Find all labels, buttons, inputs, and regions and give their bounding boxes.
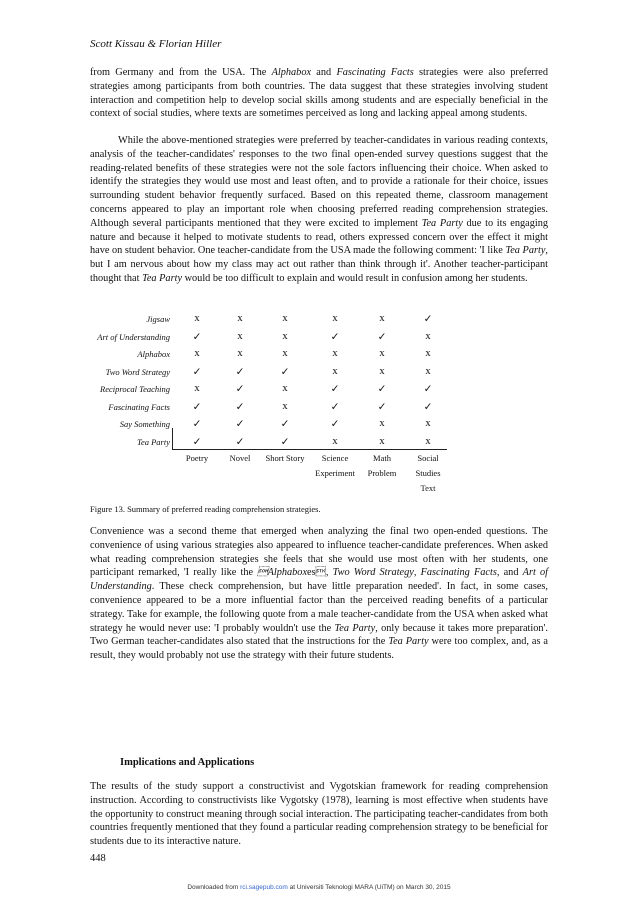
cross-mark: x [194,383,200,394]
cross-mark: x [425,418,431,429]
check-mark: ✓ [235,384,245,395]
check-mark: ✓ [235,401,245,413]
check-mark: ✓ [235,419,245,430]
figure-y-axis [172,428,173,450]
cross-mark: x [237,330,243,342]
cross-mark: x [194,313,200,324]
check-mark: ✓ [192,331,202,343]
cross-mark: x [332,365,338,377]
cross-mark: x [379,418,385,429]
column-header-line: Math [373,453,391,463]
check-mark: ✓ [192,436,202,448]
footer-link[interactable]: rci.sagepub.com [240,884,288,891]
cross-mark: x [425,348,431,359]
figure-x-axis [172,449,447,450]
check-mark: ✓ [377,384,387,395]
check-mark: ✓ [192,366,202,378]
cross-mark: x [282,348,288,359]
row-label: Fascinating Facts [108,401,170,412]
check-mark: ✓ [235,366,245,378]
cross-mark: x [425,365,431,377]
paragraph-3: Convenience was a second theme that emerged when analyzing the final two open-ended questions. The convenience of using various strategies also appeared to influence teacher-candidate preferences. When asked what reading comprehension strategies she feels that she would use most often with her students, one participant remarked, 'I really like the Alphaboxes, Two Word Strategy, Fascinating Facts, and Art of Understanding. These check comprehension, but have little preparation needed'. In fact, in some cases, convenience appeared to be a more influential factor than the perceived reading benefits of a particular strategy. Take for example, the following quote from a male teacher-candidate from the USA when asked what strategy he would never use: 'I probably wouldn't use the Tea Party, only because it takes more preparation'. Two German teacher-candidates also stated that the instructions for the Tea Party were too complex, and, as a result, they would probably not use the strategy with their future students. [90,526,549,662]
cross-mark: x [379,435,385,447]
check-mark: ✓ [423,401,433,413]
check-mark: ✓ [423,384,433,395]
row-label: Art of Understanding [97,331,170,342]
running-head: Scott Kissau & Florian Hiller [90,38,222,50]
column-header-line: Social [417,453,439,463]
check-mark: ✓ [330,419,340,430]
check-mark: ✓ [280,419,290,430]
check-mark: ✓ [192,419,202,430]
download-footer [0,884,638,891]
column-header-line: Short Story [265,453,305,463]
figure-caption: Figure 13. Summary of preferred reading comprehension strategies. [90,504,321,514]
cross-mark: x [194,348,200,359]
row-label: Alphabox [137,349,170,359]
cross-mark: x [282,400,288,412]
cross-mark: x [282,330,288,342]
cross-mark: x [332,348,338,359]
column-header [398,451,458,496]
column-header-line: Science [321,453,349,463]
row-label: Two Word Strategy [105,366,170,377]
check-mark: ✓ [192,401,202,413]
cross-mark: x [282,313,288,324]
cross-mark: x [379,348,385,359]
cross-mark: x [237,313,243,324]
check-mark: ✓ [423,314,433,325]
cross-mark: x [425,435,431,447]
check-mark: ✓ [280,436,290,448]
check-mark: ✓ [377,331,387,343]
cross-mark: x [379,365,385,377]
cross-mark: x [237,348,243,359]
footer-suffix: at Universiti Teknologi MARA (UiTM) on March 30, 2015 [287,884,451,891]
cross-mark: x [425,330,431,342]
check-mark: ✓ [330,331,340,343]
row-label: Jigsaw [146,314,170,324]
paragraph-1: from Germany and from the USA. The Alphabox and Fascinating Facts strategies were also preferred strategies among participants from both countries. The data suggest that these strategies involving student interaction and competition help to develop social skills among students and are especially beneficial in the context of social studies, where texts are sometimes perceived as long and lacking appeal among students. [90,67,548,120]
column-header-line: Novel [229,453,251,463]
cross-mark: x [332,435,338,447]
paragraph-2: While the above-mentioned strategies were preferred by teacher-candidates in various reading contexts, analysis of the teacher-candidates' responses to the two final open-ended survey questions suggest that the reading-related benefits of these strategies were not the sole factors influencing their choice. When asked to identify the strategies they would use most and least often, and to provide a rationale for their choice, issues surrounding student behavior frequently surfaced. Based on this repeated theme, classroom management concerns appeared to play an important role when choosing preferred reading comprehension strategies. Although several participants mentioned that they were excited to implement Tea Party due to its engaging nature and because it helped to motivate students to read, others expressed concern over the effect it might have on student behavior. One teacher-candidate from the USA made the following comment: 'I like Tea Party, but I am nervous about how my class may act out rather than think through it'. Another teacher-participant thought that Tea Party would be too difficult to explain and would result in confusion among her students. [90,135,548,284]
section-heading: Implications and Applications [120,757,255,768]
cross-mark: x [282,383,288,394]
column-header-line: Studies [415,468,441,478]
column-header-line: Text [420,483,436,493]
cross-mark: x [332,313,338,324]
check-mark: ✓ [330,401,340,413]
footer-prefix: Downloaded from [187,884,241,891]
column-header-line: Experiment [315,468,355,478]
cross-mark: x [379,313,385,324]
column-header-line: Poetry [185,453,209,463]
column-header-line: Problem [367,468,397,478]
check-mark: ✓ [280,366,290,378]
row-label: Reciprocal Teaching [100,384,170,394]
paragraph-4: The results of the study support a constructivist and Vygotskian framework for reading comprehension instruction. According to constructivists like Vygotsky (1978), learning is most effective when students have the opportunity to construct meaning through social interaction. The participating teacher-candidates from both countries frequently mentioned that they found a particular reading comprehension strategy to be beneficial for students due to its interactive nature. [90,781,548,848]
check-mark: ✓ [330,384,340,395]
row-label: Tea Party [137,436,170,447]
check-mark: ✓ [235,436,245,448]
page-number: 448 [90,853,106,864]
row-label: Say Something [119,419,170,429]
check-mark: ✓ [377,401,387,413]
